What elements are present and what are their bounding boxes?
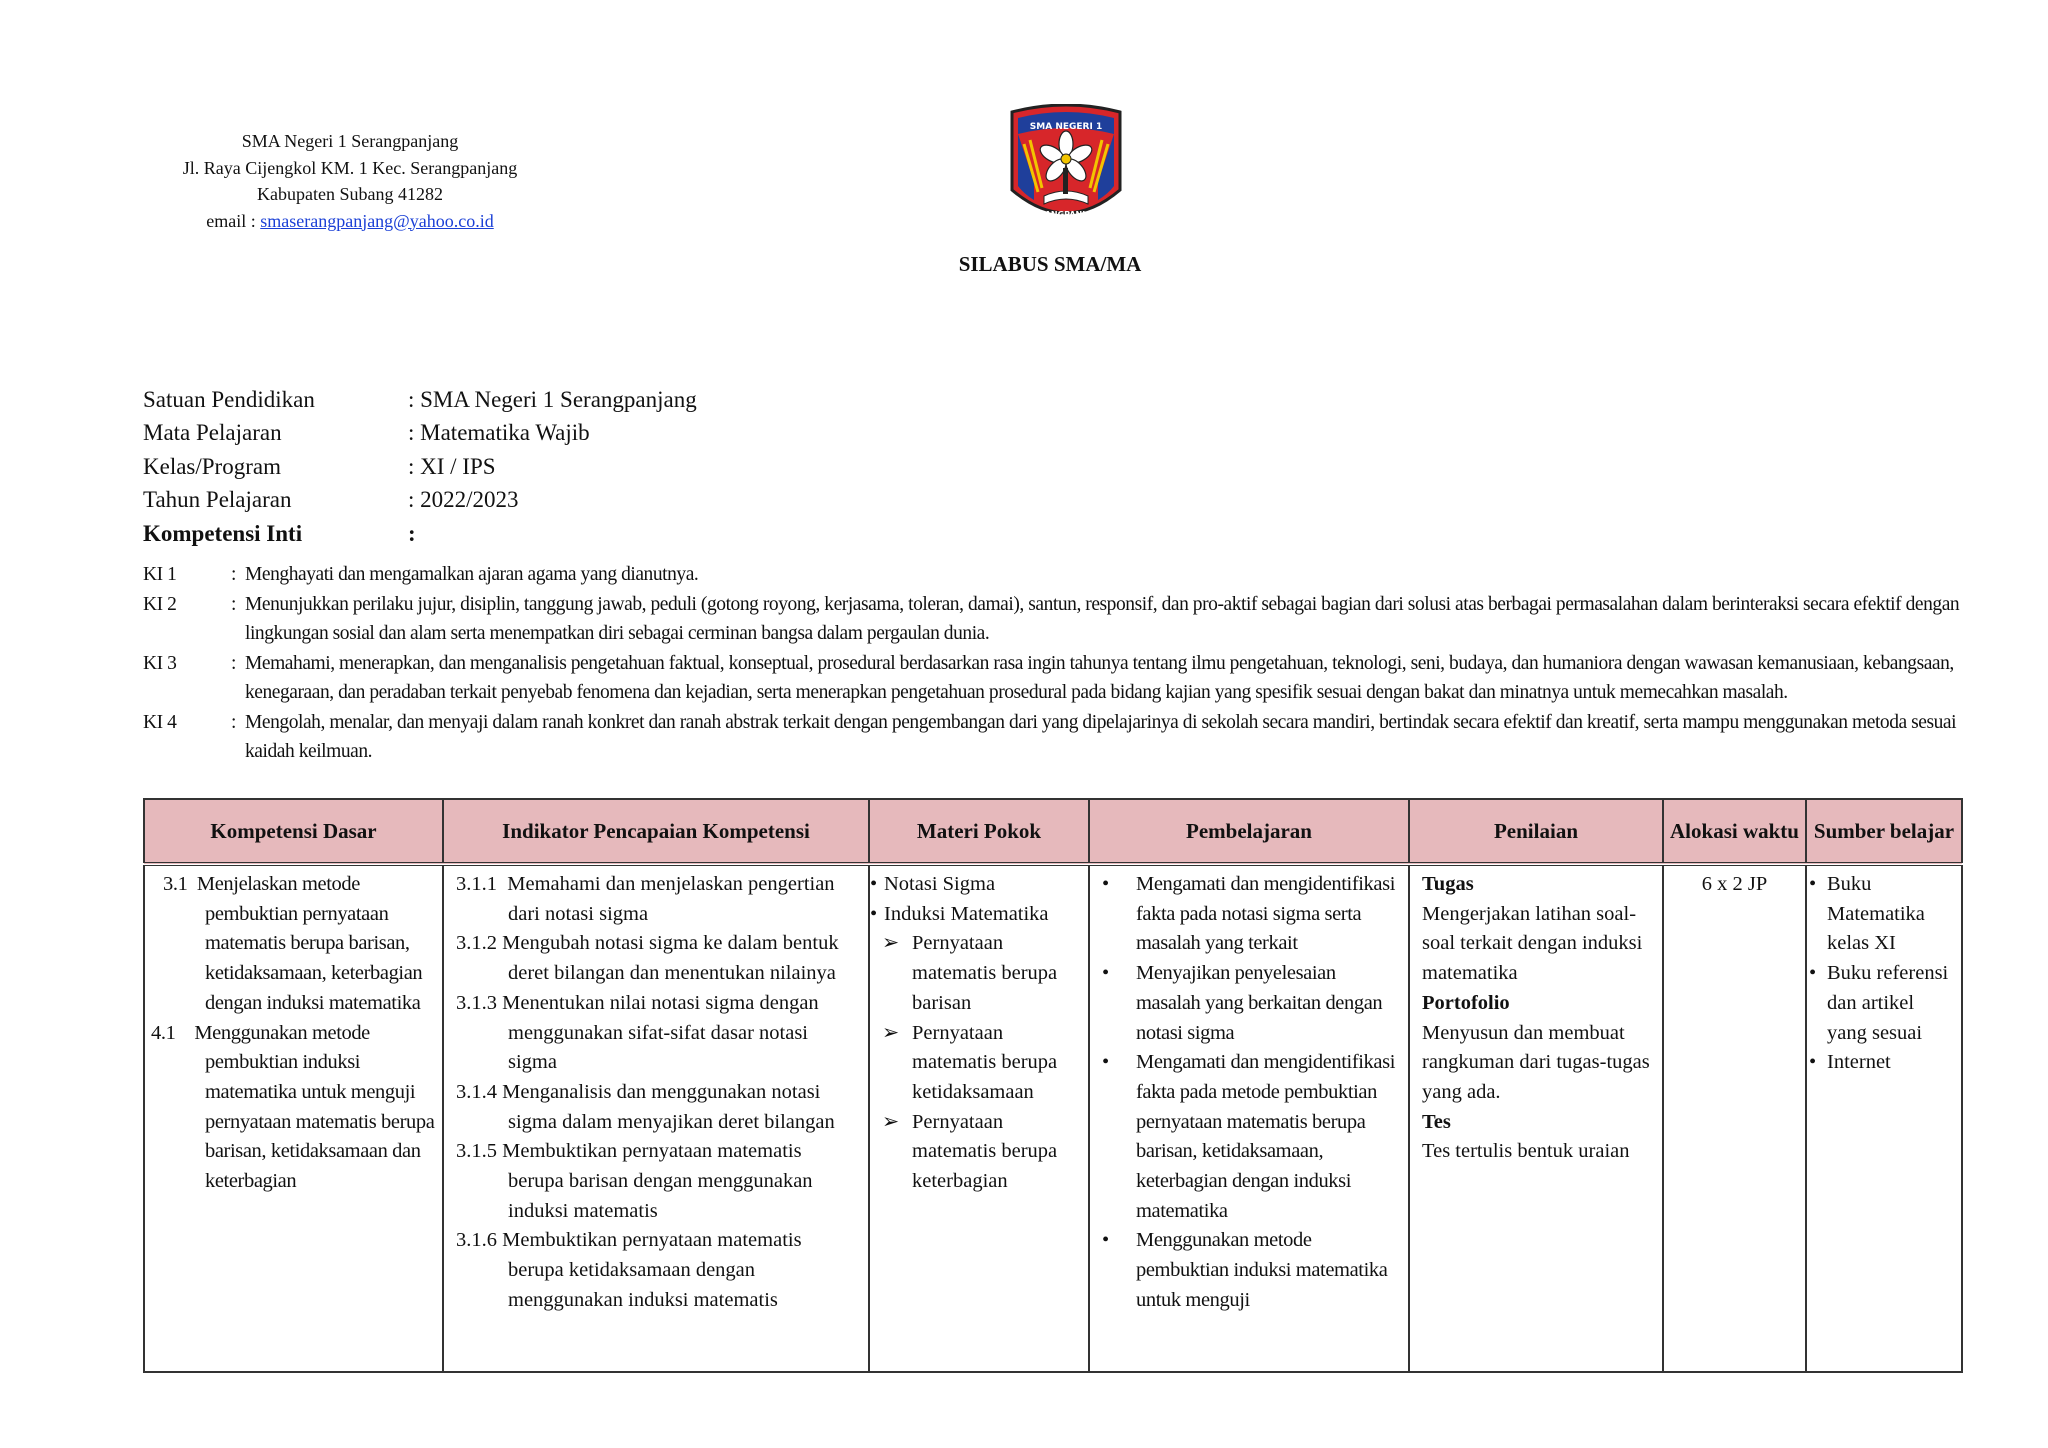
school-address: Jl. Raya Cijengkol KM. 1 Kec. Serangpanjang: [182, 157, 518, 178]
sumber-item: • Buku Matematika kelas XI: [1809, 870, 1955, 959]
ki-item: KI 2 : Menunjukkan perilaku jujur, disiplin, tanggung jawab, peduli (gotong royong, kerjasama, toleran, damai), santun, responsif, dan pro-aktif sebagai bagian dari solusi atas berbagai permasalahan dalam berinteraksi secara efektif dengan lingkungan sosial dan alam serta menempatkan diri sebagai cerminan bangsa dalam pergaulan dunia.: [143, 593, 1960, 644]
school-regency: Kabupaten Subang 41282: [257, 184, 443, 204]
penilaian-text: Menyusun dan membuat rangkuman dari tugas-tugas yang ada.: [1422, 1021, 1650, 1103]
col-sumber-belajar: Sumber belajar: [1806, 799, 1962, 864]
cell-sumber-belajar: [1806, 864, 1962, 1372]
school-email-line: [150, 208, 550, 235]
ki-list: [143, 560, 1960, 767]
email-label: email :: [206, 210, 261, 231]
document-title: SILABUS SMA/MA: [958, 252, 1142, 276]
bullet-icon: •: [1809, 1051, 1817, 1074]
ki-item: KI 3 : Memahami, menerapkan, dan menganalisis pengetahuan faktual, konseptual, prosedural berdasarkan rasa ingin tahunya tentang ilmu pengetahuan, teknologi, seni, budaya, dan humaniora dengan wawasan kemanusiaan, kebangsaan, kenegaraan, dan peradaban terkait penyebab fenomena dan kejadian, serta menerapkan pengetahuan prosedural pada bidang kajian yang spesifik sesuai dengan bakat dan minatnya untuk memecahkan masalah.: [143, 652, 1954, 703]
alokasi-value: 6 x 2 JP: [1701, 873, 1768, 895]
table-header-row: [144, 799, 1962, 864]
ipk-item: 3.1.5 Membuktikan pernyataan matematis berupa barisan dengan menggunakan induksi matematis: [456, 1140, 813, 1222]
penilaian-text: Tes tertulis bentuk uraian: [1422, 1140, 1630, 1163]
col-penilaian: Penilaian: [1409, 799, 1663, 864]
ipk-item: 3.1.2 Mengubah notasi sigma ke dalam bentuk deret bilangan dan menentukan nilainya: [456, 932, 839, 985]
kd-item: 3.1 Menjelaskan metode pembuktian pernyataan matematis berupa barisan, ketidaksamaan, keterbagian dengan induksi matematika: [163, 873, 423, 1014]
meta-kelas: Kelas/Program : XI / IPS: [143, 453, 496, 479]
bullet-icon: •: [870, 902, 878, 925]
penilaian-heading: Tugas: [1422, 873, 1474, 895]
logo-top-text: SMA NEGERI 1: [1029, 122, 1103, 132]
bullet-icon: •: [1102, 962, 1109, 985]
ipk-item: 3.1.6 Membuktikan pernyataan matematis berupa ketidaksamaan dengan menggunakan induksi matematis: [456, 1229, 802, 1311]
cell-alokasi-waktu: [1663, 864, 1806, 1372]
school-name: SMA Negeri 1 Serangpanjang: [241, 131, 459, 151]
meta-ki-heading: Kompetensi Inti :: [143, 520, 416, 546]
cell-materi-pokok: [869, 864, 1089, 1372]
school-header: [150, 128, 550, 234]
ipk-item: 3.1.4 Menganalisis dan menggunakan notasi sigma dalam menyajikan deret bilangan: [456, 1080, 835, 1133]
kd-item: 4.1 Menggunakan metode pembuktian induksi matematika untuk menguji pernyataan matematis berupa barisan, ketidaksamaan dan keterbagian: [151, 1021, 435, 1193]
penilaian-text: Mengerjakan latihan soal-soal terkait dengan induksi matematika: [1422, 902, 1643, 985]
cell-indikator: [443, 864, 869, 1372]
syllabus-table: [143, 798, 1963, 1373]
materi-item: • Induksi Matematika: [870, 900, 1082, 930]
bullet-icon: •: [1809, 962, 1817, 985]
pembelajaran-item: • Mengamati dan mengidentifikasi fakta pada metode pembuktian pernyataan matematis berupa barisan, ketidaksamaan, keterbagian dengan induksi matematika: [1096, 1048, 1402, 1226]
cell-pembelajaran: [1089, 864, 1409, 1372]
ipk-item: 3.1.1 Memahami dan menjelaskan pengertian dari notasi sigma: [456, 873, 835, 925]
bullet-icon: •: [1809, 873, 1817, 895]
sumber-item: • Internet: [1809, 1048, 1955, 1078]
pembelajaran-item: • Mengamati dan mengidentifikasi fakta pada notasi sigma serta masalah yang terkait: [1096, 870, 1402, 959]
materi-item: • Notasi Sigma: [870, 870, 1082, 900]
col-pembelajaran: Pembelajaran: [1089, 799, 1409, 864]
col-indikator: Indikator Pencapaian Kompetensi: [443, 799, 869, 864]
materi-subitem: ➢ Pernyataan matematis berupa barisan: [870, 929, 1082, 1018]
table-row: [144, 864, 1962, 1372]
meta-satuan: Satuan Pendidikan : SMA Negeri 1 Serangpanjang: [143, 387, 697, 412]
penilaian-heading: Portofolio: [1422, 991, 1510, 1014]
pembelajaran-item: • Menggunakan metode pembuktian induksi matematika untuk menguji: [1096, 1226, 1402, 1315]
arrow-bullet-icon: ➢: [882, 1021, 900, 1044]
cell-kompetensi-dasar: [144, 864, 443, 1372]
materi-subitem: ➢ Pernyataan matematis berupa ketidaksamaan: [870, 1019, 1082, 1108]
penilaian-heading: Tes: [1422, 1110, 1451, 1133]
sumber-item: • Buku referensi dan artikel yang sesuai: [1809, 959, 1955, 1048]
bullet-icon: •: [1102, 873, 1109, 895]
school-logo: [1004, 104, 1128, 230]
col-kompetensi-dasar: Kompetensi Dasar: [144, 799, 443, 864]
meta-info: [143, 383, 697, 550]
meta-tahun: Tahun Pelajaran : 2022/2023: [143, 487, 519, 513]
arrow-bullet-icon: ➢: [882, 932, 900, 955]
col-materi-pokok: Materi Pokok: [869, 799, 1089, 864]
cell-penilaian: [1409, 864, 1663, 1372]
email-link[interactable]: smaserangpanjang@yahoo.co.id: [260, 210, 494, 231]
pembelajaran-item: • Menyajikan penyelesaian masalah yang berkaitan dengan notasi sigma: [1096, 959, 1402, 1048]
ki-item: KI 4 : Mengolah, menalar, dan menyaji dalam ranah konkret dan ranah abstrak terkait dengan pengembangan dari yang dipelajarinya di sekolah secara mandiri, bertindak secara efektif dan kreatif, serta mampu menggunakan metoda sesuai kaidah keilmuan.: [143, 711, 1957, 762]
ki-item: KI 1 : Menghayati dan mengamalkan ajaran agama yang dianutnya.: [143, 564, 699, 585]
bullet-icon: •: [870, 873, 878, 895]
bullet-icon: •: [1102, 1229, 1109, 1252]
ipk-item: 3.1.3 Menentukan nilai notasi sigma dengan menggunakan sifat-sifat dasar notasi sigma: [456, 991, 819, 1074]
col-alokasi-waktu: Alokasi waktu: [1663, 799, 1806, 864]
arrow-bullet-icon: ➢: [882, 1110, 900, 1133]
meta-mapel: Mata Pelajaran : Matematika Wajib: [143, 420, 590, 446]
bullet-icon: •: [1102, 1051, 1109, 1074]
logo-bottom-text: SERANGPANJANG: [1027, 210, 1105, 219]
materi-subitem: ➢ Pernyataan matematis berupa keterbagian: [870, 1108, 1082, 1197]
